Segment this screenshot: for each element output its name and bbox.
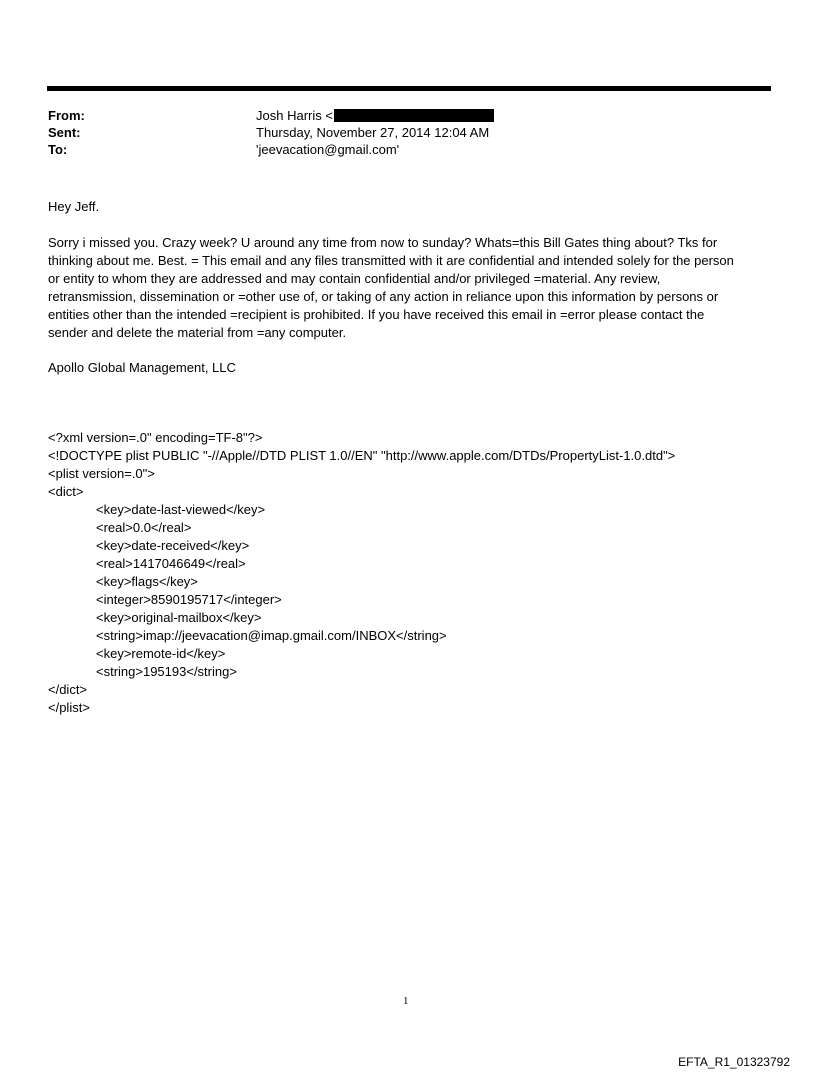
plist-line: <dict>: [48, 484, 84, 499]
from-name: Josh Harris <: [256, 108, 333, 123]
from-value: [256, 107, 494, 124]
plist-line: </dict>: [48, 682, 88, 697]
page-number: 1: [403, 995, 409, 1007]
plist-line: <integer>8590195717</integer>: [96, 592, 282, 607]
to-row: [48, 141, 768, 158]
greeting: Hey Jeff.: [48, 199, 100, 214]
email-body: [48, 198, 776, 340]
plist-line: </plist>: [48, 700, 90, 715]
plist-line: <key>remote-id</key>: [96, 646, 226, 661]
paragraph-line: retransmission, dissemination or =other use of, or taking of any action in reliance upon this information by persons or: [48, 289, 719, 304]
plist-line: <key>date-received</key>: [96, 538, 250, 553]
plist-line: <key>original-mailbox</key>: [96, 610, 262, 625]
sent-label: Sent:: [48, 125, 81, 140]
paragraph-line: or entity to whom they are addressed and may contain confidential and/or privileged =material. Any review,: [48, 271, 661, 286]
to-label: To:: [48, 142, 68, 157]
email-header: [48, 107, 768, 158]
redaction-box: [334, 109, 494, 122]
plist-line: <string>imap://jeevacation@imap.gmail.com/INBOX</string>: [96, 628, 447, 643]
signature: Apollo Global Management, LLC: [48, 360, 236, 375]
message-paragraph: [48, 234, 776, 342]
document-id: EFTA_R1_01323792: [678, 1055, 790, 1069]
from-row: [48, 107, 768, 124]
plist-line: <key>flags</key>: [96, 574, 198, 589]
to-value: 'jeevacation@gmail.com': [256, 142, 400, 157]
plist-block: [48, 429, 675, 717]
from-label: From:: [48, 108, 85, 123]
paragraph-line: entities other than the intended =recipient is prohibited. If you have received this email in =error please contact the: [48, 307, 705, 322]
plist-line: <key>date-last-viewed</key>: [96, 502, 266, 517]
top-divider: [47, 86, 771, 91]
plist-line: <?xml version=.0" encoding=TF-8"?>: [48, 430, 263, 445]
paragraph-line: sender and delete the material from =any computer.: [48, 325, 347, 340]
plist-line: <string>195193</string>: [96, 664, 237, 679]
sent-value: Thursday, November 27, 2014 12:04 AM: [256, 125, 490, 140]
plist-line: <!DOCTYPE plist PUBLIC "-//Apple//DTD PLIST 1.0//EN" "http://www.apple.com/DTDs/PropertyList-1.0.dtd">: [48, 448, 676, 463]
plist-line: <plist version=.0">: [48, 466, 155, 481]
paragraph-line: Sorry i missed you. Crazy week? U around any time from now to sunday? Whats=this Bill Gates thing about? Tks for: [48, 235, 718, 250]
plist-line: <real>0.0</real>: [96, 520, 192, 535]
plist-line: <real>1417046649</real>: [96, 556, 246, 571]
sent-row: [48, 124, 768, 141]
paragraph-line: thinking about me. Best. = This email and any files transmitted with it are confidential and intended solely for the person: [48, 253, 734, 268]
